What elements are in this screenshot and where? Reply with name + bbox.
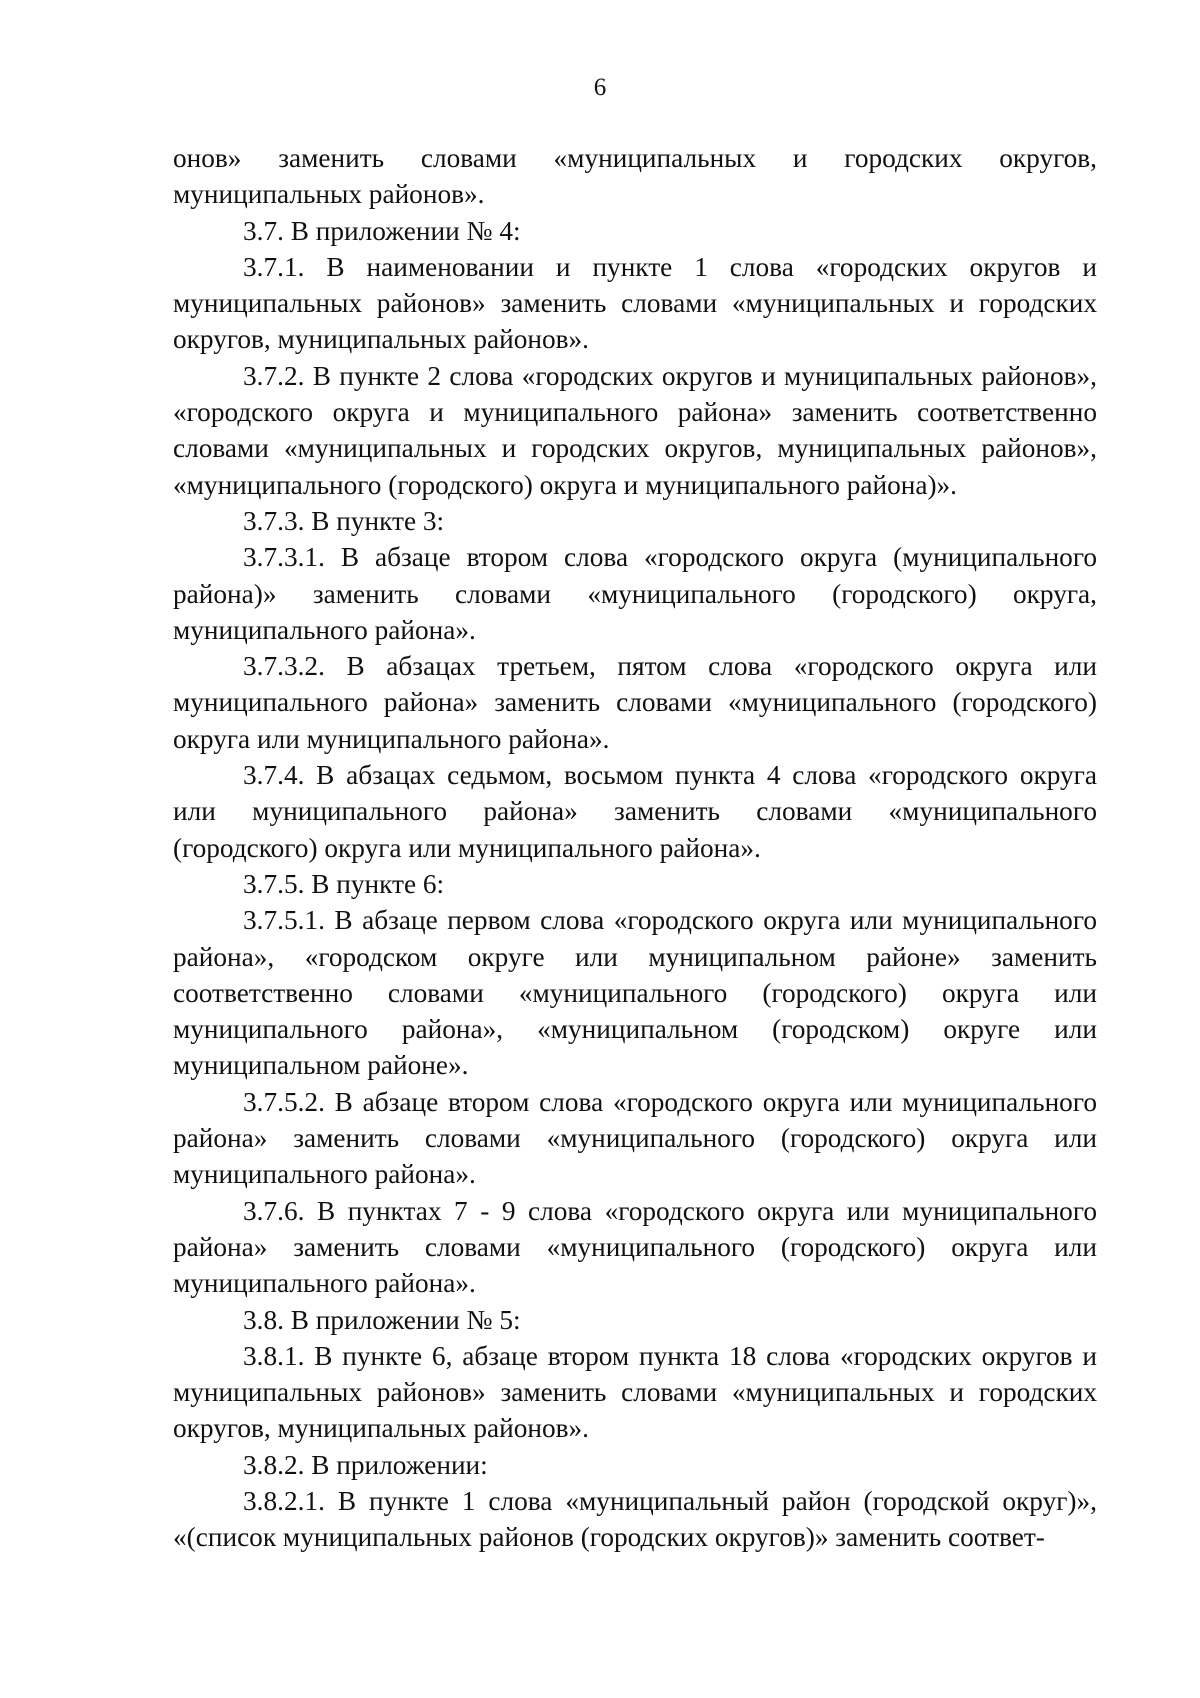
- paragraph-3-7-3-2: 3.7.3.2. В абзацах третьем, пятом слова «городского округа или муниципального района» заменить словами «муниципального (городского) округа или муниципального района».: [173, 651, 1097, 754]
- paragraph-3-8-2: 3.8.2. В приложении:: [243, 1449, 488, 1480]
- document-body: [173, 140, 1097, 1556]
- paragraph-3-8-1: 3.8.1. В пункте 6, абзаце втором пункта 18 слова «городских округов и муниципальных районов» заменить словами «муниципальных и городских округов, муниципальных районов».: [173, 1340, 1097, 1444]
- paragraph-3-7-2: 3.7.2. В пункте 2 слова «городских округов и муниципальных районов», «городского округа и муниципального района» заменить соответственно словами «муниципальных и городских округов, муниципальных районов», «муниципального (городского) округа и муниципального района)».: [173, 360, 1097, 500]
- paragraph-continuation: онов» заменить словами «муниципальных и городских округов, муниципальных районов».: [173, 143, 1097, 210]
- page-number: 6: [593, 74, 607, 101]
- paragraph-3-7: 3.7. В приложении № 4:: [243, 215, 521, 246]
- paragraph-3-7-6: 3.7.6. В пунктах 7 - 9 слова «городского округа или муниципального района» заменить словами «муниципального (городского) округа или муниципального района».: [173, 1195, 1097, 1299]
- paragraph-3-7-5: 3.7.5. В пункте 6:: [243, 868, 445, 899]
- paragraph-3-7-3-1: 3.7.3.1. В абзаце втором слова «городского округа (муниципального района)» заменить словами «муниципального (городского) округа, муниципального района».: [173, 542, 1097, 645]
- paragraph-3-7-3: 3.7.3. В пункте 3:: [243, 505, 445, 536]
- paragraph-3-8-2-1: 3.8.2.1. В пункте 1 слова «муниципальный район (городской округ)», «(список муниципальных районов (городских округов)» заменить соответ-: [173, 1485, 1097, 1553]
- paragraph-3-7-4: 3.7.4. В абзацах седьмом, восьмом пункта 4 слова «городского округа или муниципального района» заменить словами «муниципального (городского) округа или муниципального района».: [173, 760, 1097, 863]
- paragraph-3-8: 3.8. В приложении № 5:: [243, 1304, 521, 1335]
- paragraph-3-7-5-1: 3.7.5.1. В абзаце первом слова «городского округа или муниципального района», «городском округе или муниципальном районе» заменить соответственно словами «муниципального (городского) округа или муниципального района», «муниципальном (городском) округе или муниципальном районе».: [173, 905, 1097, 1081]
- paragraph-3-7-1: 3.7.1. В наименовании и пункте 1 слова «городских округов и муниципальных районов» заменить словами «муниципальных и городских округов, муниципальных районов».: [173, 251, 1097, 355]
- paragraph-3-7-5-2: 3.7.5.2. В абзаце втором слова «городского округа или муниципального района» заменить словами «муниципального (городского) округа или муниципального района».: [173, 1086, 1097, 1190]
